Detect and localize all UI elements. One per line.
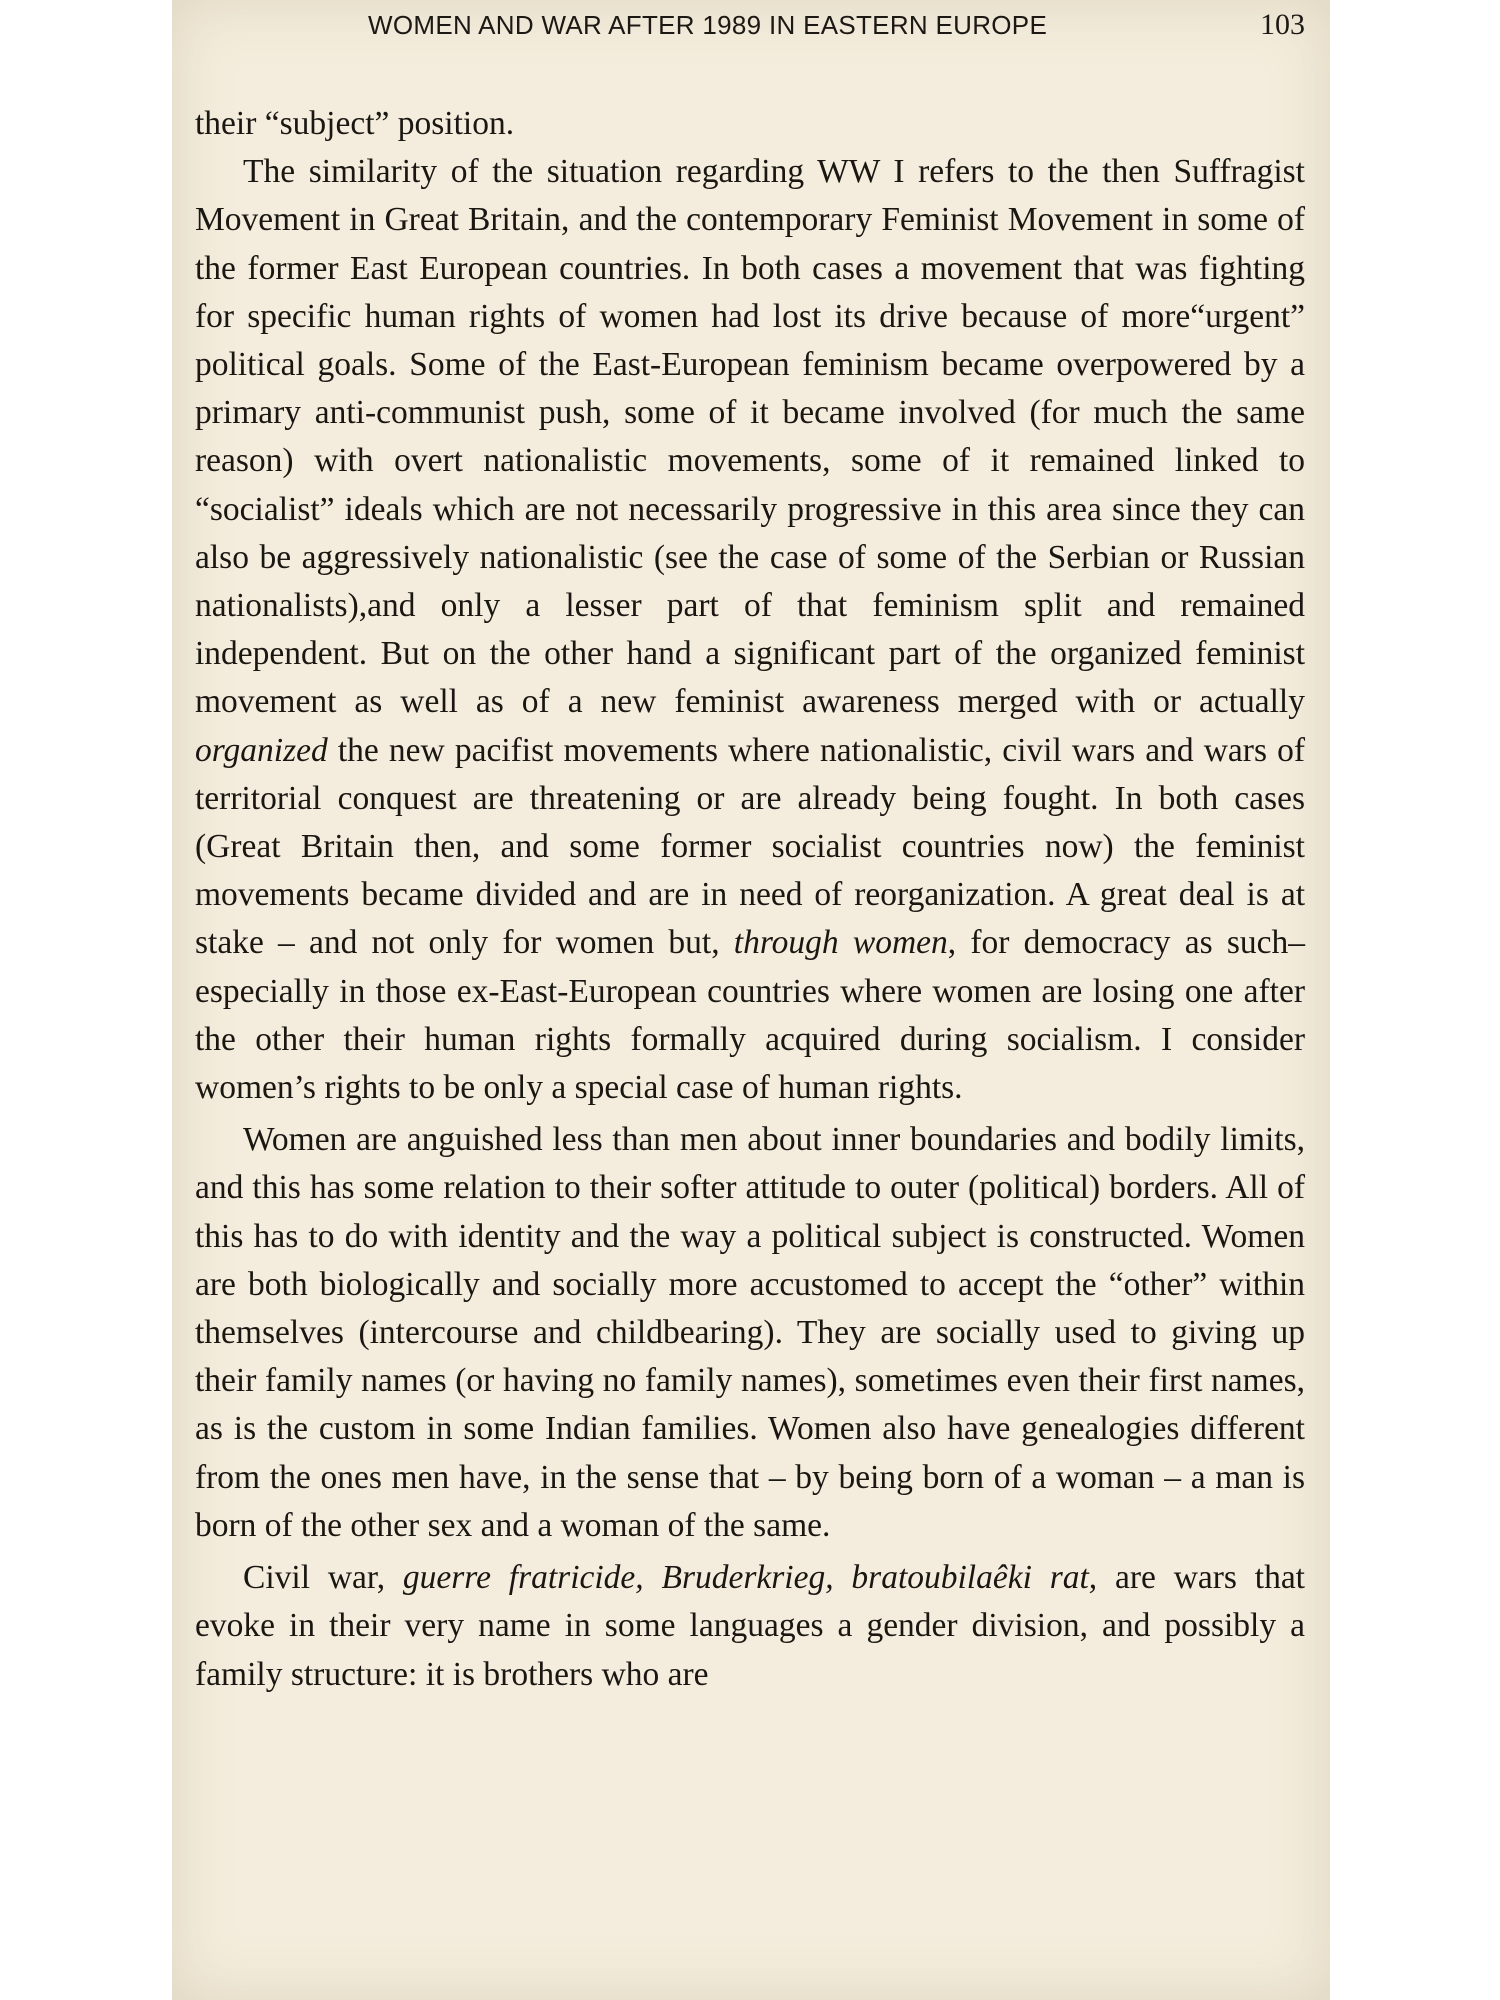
italic-through-women: through women	[733, 924, 948, 962]
paragraph-boundaries	[195, 1116, 1305, 1550]
paragraph-civil-war	[195, 1554, 1305, 1699]
paragraph-text: , for democracy as such– especially in those ex-East-European countries where women are losing one after the other their human rights formally acquired during socialism. I consider women’s rights to be only a special case of human rights.	[195, 924, 1306, 1107]
paragraph-text: The similarity of the situation regarding WW I refers to the then Suffragist Movement in Great Britain, and the contemporary Feminist Movement in some of the former East European countries. In both cases a movement that was fighting for specific human rights of women had lost its drive because of more“urgent” political goals. Some of the East-European feminism became overpowered by a primary anti-communist push, some of it became involved (for much the same reason) with overt nationalistic movements, some of it remained linked to “socialist” ideals which are not necessarily progressive in this area since they can also be aggressively nationalistic (see the case of some of the Serbian or Russian nationalists),and only a lesser part of that feminism split and remained independent. But on the other hand a significant part of the organized feminist movement as well as of a new feminist awareness merged with or actually	[195, 153, 1305, 721]
paragraph-text: their “subject” position.	[195, 105, 515, 142]
paragraph-text: are wars that evoke in their very name in some languages a gender division, and possibly a family structure: it is brothers who are	[195, 1559, 1305, 1693]
running-title: WOMEN AND WAR AFTER 1989 IN EASTERN EUROPE	[368, 10, 1048, 40]
italic-organized: organized	[195, 731, 328, 769]
page-header	[195, 8, 1305, 52]
paragraph-text: Women are anguished less than men about inner boundaries and bodily limits, and this has some relation to their softer attitude to outer (political) borders. All of this has to do with identity and the way a political subject is constructed. Women are both biologically and socially more accustomed to accept the “other” within themselves (intercourse and childbearing). They are socially used to giving up their family names (or having no family names), sometimes even their first names, as is the custom in some Indian families. Women also have genealogies different from the ones men have, in the sense that – by being born of a woman – a man is born of the other sex and a woman of the same.	[195, 1121, 1305, 1544]
paragraph-suffragist	[195, 148, 1305, 1112]
body-text	[195, 100, 1305, 1699]
paragraph-continuation	[195, 100, 1305, 148]
italic-war-names: guerre fratricide, Bruderkrieg, bratoubilaêki rat,	[402, 1559, 1098, 1597]
paragraph-text: the new pacifist movements where nationalistic, civil wars and wars of territorial conquest are threatening or are already being fought. In both cases (Great Britain then, and some former socialist countries now) the feminist movements became divided and are in need of reorganization. A great deal is at stake – and not only for women but,	[195, 731, 1306, 962]
page-number: 103	[1260, 8, 1305, 41]
paragraph-text: Civil war,	[243, 1559, 386, 1597]
